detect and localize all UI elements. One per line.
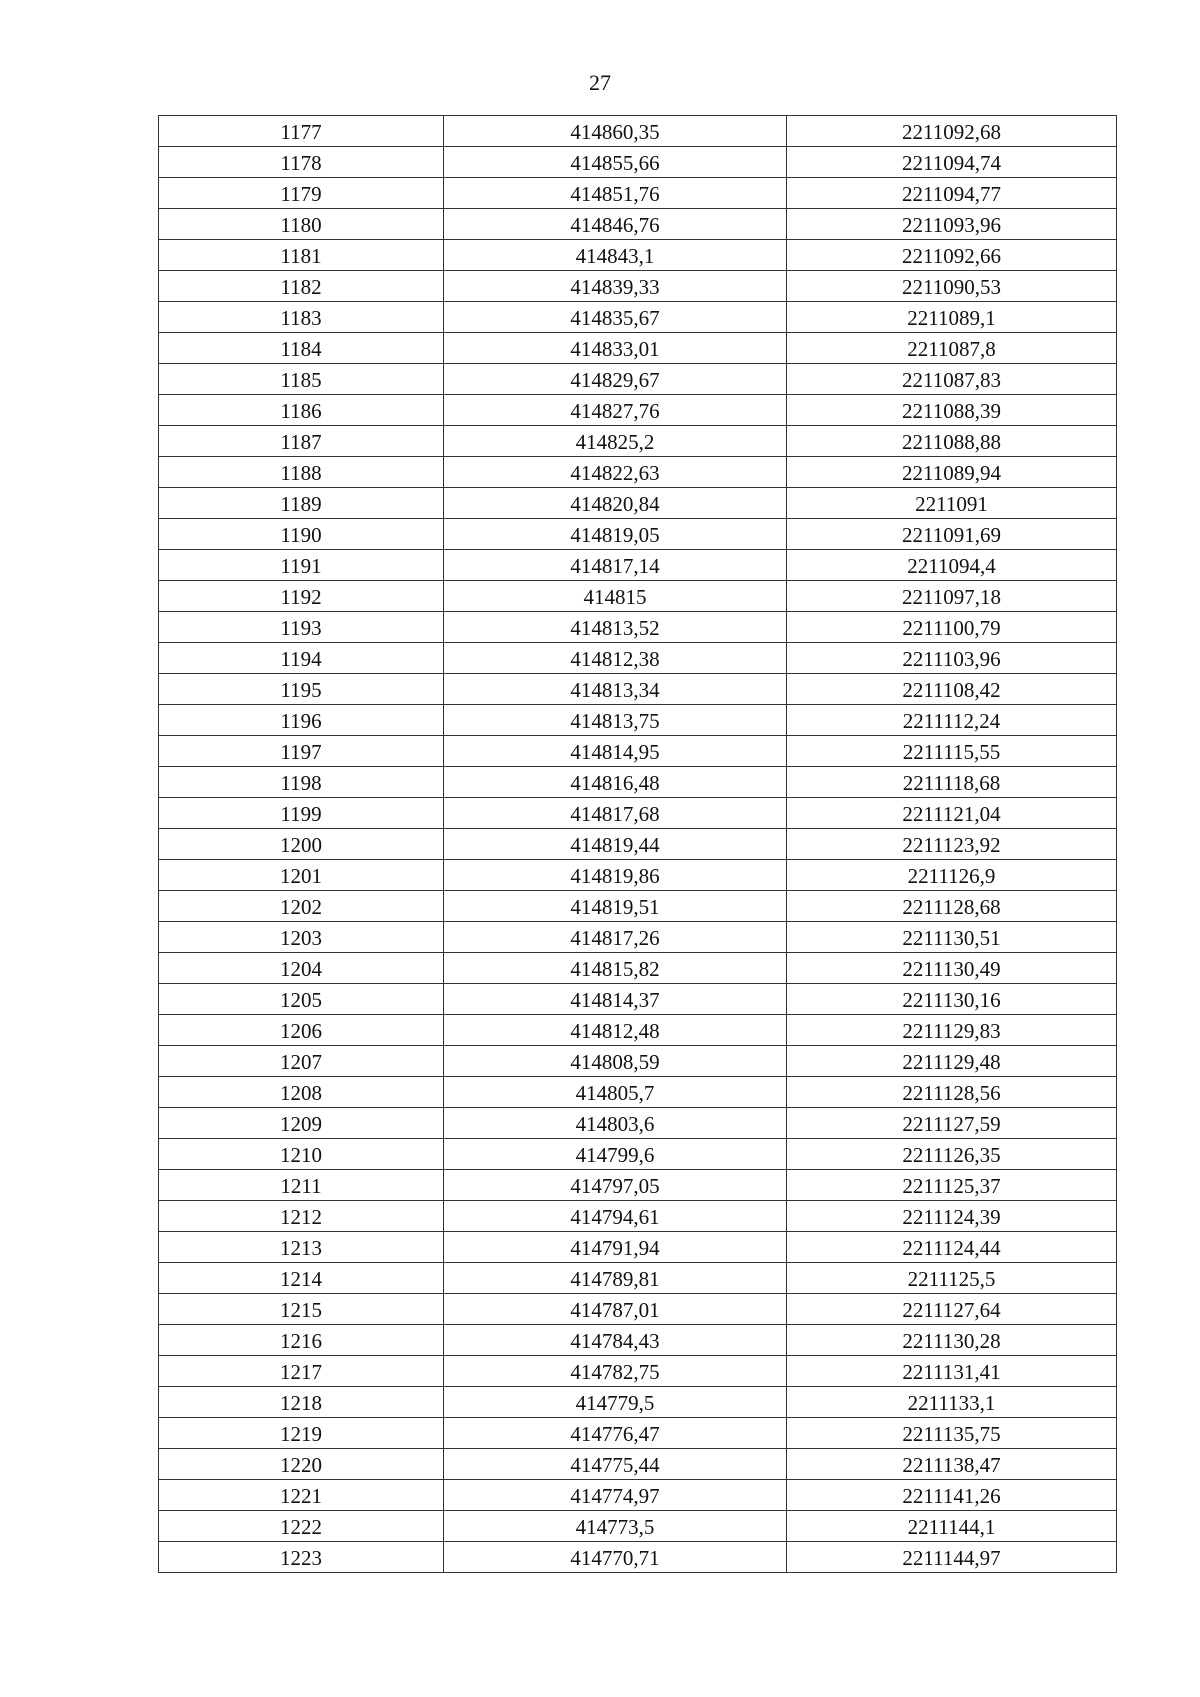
y-coordinate-cell: 2211094,77 — [787, 178, 1117, 209]
x-coordinate-cell: 414827,76 — [444, 395, 787, 426]
y-coordinate-cell: 2211125,5 — [787, 1263, 1117, 1294]
x-coordinate-cell: 414855,66 — [444, 147, 787, 178]
point-number-cell: 1178 — [159, 147, 444, 178]
point-number-cell: 1220 — [159, 1449, 444, 1480]
y-coordinate-cell: 2211126,35 — [787, 1139, 1117, 1170]
y-coordinate-cell: 2211112,24 — [787, 705, 1117, 736]
y-coordinate-cell: 2211135,75 — [787, 1418, 1117, 1449]
y-coordinate-cell: 2211124,44 — [787, 1232, 1117, 1263]
x-coordinate-cell: 414860,35 — [444, 116, 787, 147]
point-number-cell: 1179 — [159, 178, 444, 209]
y-coordinate-cell: 2211087,8 — [787, 333, 1117, 364]
point-number-cell: 1192 — [159, 581, 444, 612]
table-row — [159, 519, 1117, 550]
table-row — [159, 1046, 1117, 1077]
point-number-cell: 1218 — [159, 1387, 444, 1418]
x-coordinate-cell: 414829,67 — [444, 364, 787, 395]
table-row — [159, 426, 1117, 457]
coordinates-table-body — [159, 116, 1117, 1573]
x-coordinate-cell: 414794,61 — [444, 1201, 787, 1232]
point-number-cell: 1187 — [159, 426, 444, 457]
x-coordinate-cell: 414803,6 — [444, 1108, 787, 1139]
point-number-cell: 1188 — [159, 457, 444, 488]
point-number-cell: 1223 — [159, 1542, 444, 1573]
point-number-cell: 1182 — [159, 271, 444, 302]
x-coordinate-cell: 414839,33 — [444, 271, 787, 302]
x-coordinate-cell: 414819,86 — [444, 860, 787, 891]
point-number-cell: 1211 — [159, 1170, 444, 1201]
coordinates-table — [158, 115, 1117, 1573]
table-row — [159, 1511, 1117, 1542]
table-row — [159, 178, 1117, 209]
point-number-cell: 1204 — [159, 953, 444, 984]
x-coordinate-cell: 414774,97 — [444, 1480, 787, 1511]
x-coordinate-cell: 414846,76 — [444, 209, 787, 240]
x-coordinate-cell: 414813,34 — [444, 674, 787, 705]
point-number-cell: 1213 — [159, 1232, 444, 1263]
point-number-cell: 1202 — [159, 891, 444, 922]
y-coordinate-cell: 2211130,49 — [787, 953, 1117, 984]
table-row — [159, 209, 1117, 240]
x-coordinate-cell: 414773,5 — [444, 1511, 787, 1542]
y-coordinate-cell: 2211126,9 — [787, 860, 1117, 891]
x-coordinate-cell: 414843,1 — [444, 240, 787, 271]
table-row — [159, 302, 1117, 333]
y-coordinate-cell: 2211094,74 — [787, 147, 1117, 178]
table-row — [159, 1542, 1117, 1573]
point-number-cell: 1196 — [159, 705, 444, 736]
point-number-cell: 1217 — [159, 1356, 444, 1387]
y-coordinate-cell: 2211129,83 — [787, 1015, 1117, 1046]
x-coordinate-cell: 414770,71 — [444, 1542, 787, 1573]
x-coordinate-cell: 414817,26 — [444, 922, 787, 953]
point-number-cell: 1191 — [159, 550, 444, 581]
point-number-cell: 1222 — [159, 1511, 444, 1542]
y-coordinate-cell: 2211100,79 — [787, 612, 1117, 643]
y-coordinate-cell: 2211131,41 — [787, 1356, 1117, 1387]
y-coordinate-cell: 2211128,68 — [787, 891, 1117, 922]
x-coordinate-cell: 414815 — [444, 581, 787, 612]
point-number-cell: 1197 — [159, 736, 444, 767]
point-number-cell: 1212 — [159, 1201, 444, 1232]
table-row — [159, 1015, 1117, 1046]
x-coordinate-cell: 414776,47 — [444, 1418, 787, 1449]
y-coordinate-cell: 2211094,4 — [787, 550, 1117, 581]
x-coordinate-cell: 414820,84 — [444, 488, 787, 519]
table-row — [159, 1108, 1117, 1139]
table-row — [159, 798, 1117, 829]
table-row — [159, 1325, 1117, 1356]
table-row — [159, 395, 1117, 426]
page-number: 27 — [589, 70, 611, 95]
y-coordinate-cell: 2211138,47 — [787, 1449, 1117, 1480]
table-row — [159, 953, 1117, 984]
table-row — [159, 1418, 1117, 1449]
x-coordinate-cell: 414817,14 — [444, 550, 787, 581]
y-coordinate-cell: 2211127,59 — [787, 1108, 1117, 1139]
y-coordinate-cell: 2211091 — [787, 488, 1117, 519]
x-coordinate-cell: 414851,76 — [444, 178, 787, 209]
y-coordinate-cell: 2211124,39 — [787, 1201, 1117, 1232]
point-number-cell: 1195 — [159, 674, 444, 705]
point-number-cell: 1186 — [159, 395, 444, 426]
table-row — [159, 1077, 1117, 1108]
table-row — [159, 240, 1117, 271]
table-row — [159, 1263, 1117, 1294]
point-number-cell: 1183 — [159, 302, 444, 333]
table-row — [159, 457, 1117, 488]
x-coordinate-cell: 414784,43 — [444, 1325, 787, 1356]
x-coordinate-cell: 414782,75 — [444, 1356, 787, 1387]
x-coordinate-cell: 414815,82 — [444, 953, 787, 984]
y-coordinate-cell: 2211130,16 — [787, 984, 1117, 1015]
table-row — [159, 922, 1117, 953]
y-coordinate-cell: 2211144,97 — [787, 1542, 1117, 1573]
y-coordinate-cell: 2211091,69 — [787, 519, 1117, 550]
x-coordinate-cell: 414835,67 — [444, 302, 787, 333]
x-coordinate-cell: 414822,63 — [444, 457, 787, 488]
point-number-cell: 1210 — [159, 1139, 444, 1170]
table-row — [159, 1449, 1117, 1480]
x-coordinate-cell: 414789,81 — [444, 1263, 787, 1294]
y-coordinate-cell: 2211121,04 — [787, 798, 1117, 829]
point-number-cell: 1198 — [159, 767, 444, 798]
y-coordinate-cell: 2211128,56 — [787, 1077, 1117, 1108]
table-row — [159, 1480, 1117, 1511]
table-row — [159, 891, 1117, 922]
y-coordinate-cell: 2211089,94 — [787, 457, 1117, 488]
point-number-cell: 1181 — [159, 240, 444, 271]
table-row — [159, 1356, 1117, 1387]
x-coordinate-cell: 414787,01 — [444, 1294, 787, 1325]
y-coordinate-cell: 2211125,37 — [787, 1170, 1117, 1201]
point-number-cell: 1219 — [159, 1418, 444, 1449]
table-row — [159, 581, 1117, 612]
table-row — [159, 364, 1117, 395]
point-number-cell: 1214 — [159, 1263, 444, 1294]
point-number-cell: 1185 — [159, 364, 444, 395]
point-number-cell: 1199 — [159, 798, 444, 829]
table-row — [159, 860, 1117, 891]
table-row — [159, 147, 1117, 178]
point-number-cell: 1190 — [159, 519, 444, 550]
x-coordinate-cell: 414816,48 — [444, 767, 787, 798]
table-row — [159, 984, 1117, 1015]
y-coordinate-cell: 2211093,96 — [787, 209, 1117, 240]
table-row — [159, 1294, 1117, 1325]
y-coordinate-cell: 2211129,48 — [787, 1046, 1117, 1077]
y-coordinate-cell: 2211088,88 — [787, 426, 1117, 457]
x-coordinate-cell: 414813,52 — [444, 612, 787, 643]
table-row — [159, 1387, 1117, 1418]
x-coordinate-cell: 414819,51 — [444, 891, 787, 922]
x-coordinate-cell: 414805,7 — [444, 1077, 787, 1108]
point-number-cell: 1193 — [159, 612, 444, 643]
table-row — [159, 1170, 1117, 1201]
point-number-cell: 1206 — [159, 1015, 444, 1046]
y-coordinate-cell: 2211141,26 — [787, 1480, 1117, 1511]
point-number-cell: 1194 — [159, 643, 444, 674]
y-coordinate-cell: 2211090,53 — [787, 271, 1117, 302]
table-row — [159, 767, 1117, 798]
x-coordinate-cell: 414808,59 — [444, 1046, 787, 1077]
y-coordinate-cell: 2211103,96 — [787, 643, 1117, 674]
point-number-cell: 1221 — [159, 1480, 444, 1511]
table-row — [159, 829, 1117, 860]
table-row — [159, 333, 1117, 364]
y-coordinate-cell: 2211088,39 — [787, 395, 1117, 426]
table-row — [159, 488, 1117, 519]
table-row — [159, 116, 1117, 147]
x-coordinate-cell: 414797,05 — [444, 1170, 787, 1201]
x-coordinate-cell: 414814,37 — [444, 984, 787, 1015]
point-number-cell: 1209 — [159, 1108, 444, 1139]
table-row — [159, 612, 1117, 643]
point-number-cell: 1205 — [159, 984, 444, 1015]
table-row — [159, 1201, 1117, 1232]
table-row — [159, 271, 1117, 302]
point-number-cell: 1184 — [159, 333, 444, 364]
table-row — [159, 674, 1117, 705]
x-coordinate-cell: 414791,94 — [444, 1232, 787, 1263]
point-number-cell: 1177 — [159, 116, 444, 147]
x-coordinate-cell: 414779,5 — [444, 1387, 787, 1418]
point-number-cell: 1200 — [159, 829, 444, 860]
x-coordinate-cell: 414812,48 — [444, 1015, 787, 1046]
y-coordinate-cell: 2211144,1 — [787, 1511, 1117, 1542]
point-number-cell: 1207 — [159, 1046, 444, 1077]
y-coordinate-cell: 2211087,83 — [787, 364, 1117, 395]
x-coordinate-cell: 414775,44 — [444, 1449, 787, 1480]
x-coordinate-cell: 414819,05 — [444, 519, 787, 550]
y-coordinate-cell: 2211097,18 — [787, 581, 1117, 612]
y-coordinate-cell: 2211089,1 — [787, 302, 1117, 333]
x-coordinate-cell: 414819,44 — [444, 829, 787, 860]
x-coordinate-cell: 414813,75 — [444, 705, 787, 736]
table-row — [159, 643, 1117, 674]
table-row — [159, 736, 1117, 767]
x-coordinate-cell: 414825,2 — [444, 426, 787, 457]
point-number-cell: 1216 — [159, 1325, 444, 1356]
x-coordinate-cell: 414812,38 — [444, 643, 787, 674]
y-coordinate-cell: 2211108,42 — [787, 674, 1117, 705]
table-row — [159, 1232, 1117, 1263]
y-coordinate-cell: 2211133,1 — [787, 1387, 1117, 1418]
y-coordinate-cell: 2211130,51 — [787, 922, 1117, 953]
table-row — [159, 550, 1117, 581]
point-number-cell: 1208 — [159, 1077, 444, 1108]
x-coordinate-cell: 414799,6 — [444, 1139, 787, 1170]
y-coordinate-cell: 2211115,55 — [787, 736, 1117, 767]
point-number-cell: 1203 — [159, 922, 444, 953]
y-coordinate-cell: 2211127,64 — [787, 1294, 1117, 1325]
table-row — [159, 705, 1117, 736]
point-number-cell: 1180 — [159, 209, 444, 240]
y-coordinate-cell: 2211092,68 — [787, 116, 1117, 147]
y-coordinate-cell: 2211118,68 — [787, 767, 1117, 798]
y-coordinate-cell: 2211130,28 — [787, 1325, 1117, 1356]
point-number-cell: 1189 — [159, 488, 444, 519]
point-number-cell: 1215 — [159, 1294, 444, 1325]
x-coordinate-cell: 414833,01 — [444, 333, 787, 364]
y-coordinate-cell: 2211092,66 — [787, 240, 1117, 271]
y-coordinate-cell: 2211123,92 — [787, 829, 1117, 860]
table-row — [159, 1139, 1117, 1170]
x-coordinate-cell: 414814,95 — [444, 736, 787, 767]
point-number-cell: 1201 — [159, 860, 444, 891]
x-coordinate-cell: 414817,68 — [444, 798, 787, 829]
